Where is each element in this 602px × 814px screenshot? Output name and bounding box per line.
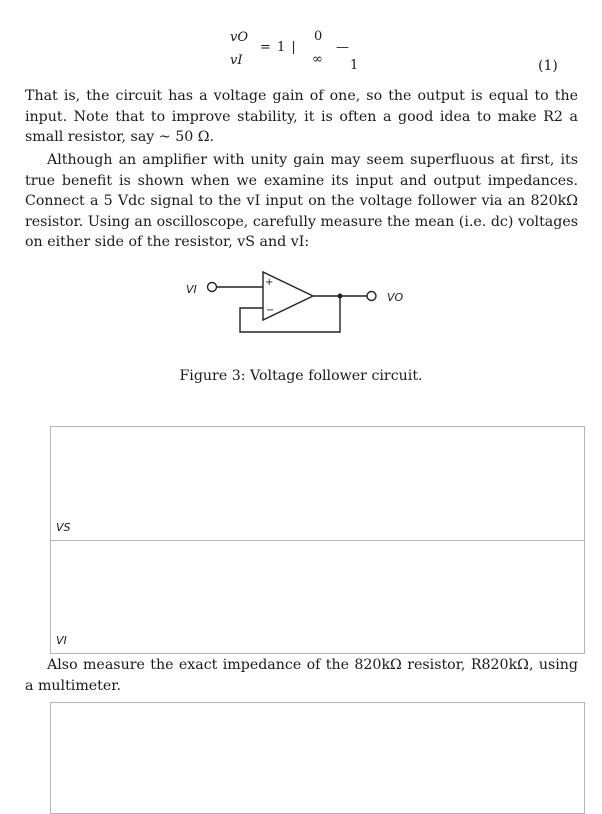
equation-1 bbox=[222, 26, 372, 72]
vs-label: VS bbox=[56, 521, 71, 534]
equation-infinity: ∞ bbox=[312, 52, 323, 67]
box-divider bbox=[51, 540, 584, 541]
opamp-minus-sign: − bbox=[266, 305, 275, 316]
figure-caption: Figure 3: Voltage follower circuit. bbox=[179, 368, 423, 384]
equation-equals-one: = 1 | bbox=[260, 40, 297, 55]
paragraph-unity-gain: That is, the circuit has a voltage gain of one, so the output is equal to the input. Note that to improve stability, it is often a good idea to make R2 a small resistor, say ~ 50 Ω. bbox=[25, 88, 578, 145]
output-terminal bbox=[367, 292, 376, 301]
paragraph-impedance: Although an amplifier with unity gain may seem superfluous at first, its true benefit is shown when we examine its input and output impedances. Connect a 5 Vdc signal to the vI input on the voltage follower via an 820kΩ resistor. Using an oscilloscope, carefully measure the mean (i.e. dc) voltages on either side of the resistor, vS and vI: bbox=[25, 152, 578, 250]
opamp-plus-sign: + bbox=[265, 277, 274, 288]
equation-zero: 0 bbox=[314, 29, 323, 44]
equation-one: 1 bbox=[350, 58, 359, 73]
measurement-box-impedance[interactable] bbox=[50, 702, 585, 814]
circuit-output-label: VO bbox=[387, 291, 404, 304]
circuit-input-label: VI bbox=[186, 283, 197, 296]
paragraph-measure-impedance: Also measure the exact impedance of the 820kΩ resistor, R820kΩ, using a multimeter. bbox=[25, 657, 578, 694]
equation-dash: — bbox=[336, 40, 349, 55]
equation-number: (1) bbox=[538, 58, 558, 74]
input-terminal bbox=[208, 283, 217, 292]
measurement-box-vs-vi[interactable] bbox=[50, 426, 585, 654]
equation-numerator: vO bbox=[230, 30, 249, 45]
voltage-follower-diagram bbox=[180, 268, 410, 343]
vi-label: VI bbox=[56, 634, 67, 647]
equation-denominator: vI bbox=[230, 53, 243, 68]
